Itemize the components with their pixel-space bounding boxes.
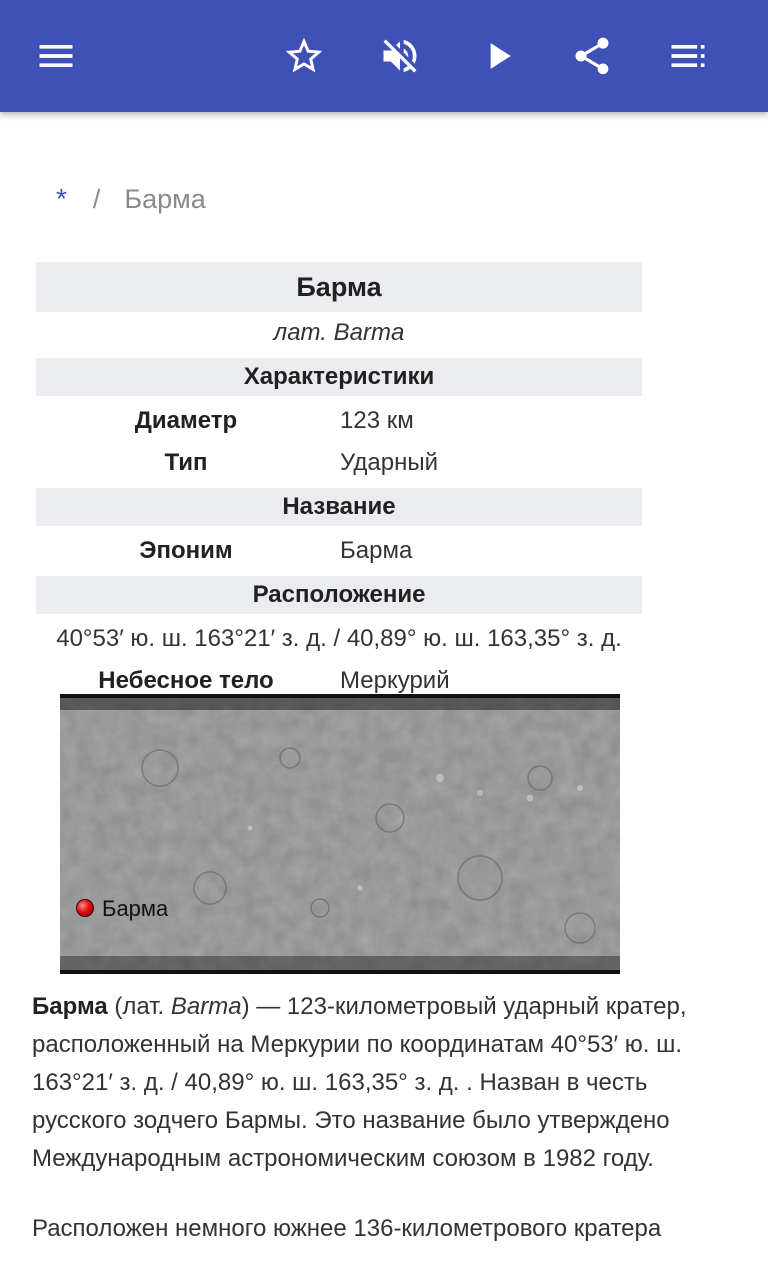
mute-button[interactable]	[372, 28, 428, 84]
breadcrumb-current: Барма	[124, 184, 206, 214]
share-button[interactable]	[564, 28, 620, 84]
article-body	[32, 988, 742, 1280]
list-icon	[666, 34, 710, 78]
crater-location-marker	[76, 899, 94, 917]
location-map[interactable]	[60, 694, 620, 974]
diameter-value: 123 км	[340, 407, 414, 434]
type-value[interactable]: Ударный	[340, 449, 438, 476]
infobox-section-name: Название	[36, 488, 642, 526]
infobox-row-eponym	[36, 530, 642, 572]
mercury-surface-map	[60, 698, 620, 970]
breadcrumb-separator: /	[92, 184, 101, 214]
eponym-label: Эпоним	[139, 537, 233, 564]
type-label: Тип	[164, 449, 208, 476]
latin-name: Barma	[170, 993, 242, 1020]
infobox-section-location: Расположение	[36, 576, 642, 614]
infobox-row-type	[36, 442, 642, 484]
article-paragraph: Расположен немного южнее 136-километрового кратера	[32, 1215, 662, 1242]
app-bar	[0, 0, 768, 112]
celestial-body-label: Небесное тело	[98, 667, 274, 694]
diameter-label: Диаметр	[134, 407, 238, 434]
infobox-title: Барма	[36, 262, 642, 312]
map-marker-label: Барма	[102, 896, 169, 921]
infobox-latin-name: лат. Barma	[273, 319, 405, 346]
menu-button[interactable]	[28, 28, 84, 84]
breadcrumb	[56, 183, 206, 215]
article-paragraph: Барма (лат. Barma) — 123-километровый ударный кратер, расположенный на Меркурии по координатам 40°53′ ю. ш. 163°21′ з. д. / 40,89° ю. ш. 163,35° з. д. . Назван в честь русского зодчего Бармы. Это название было утверждено Международным астрономическим союзом в 1982 году.	[32, 993, 687, 1172]
favorite-button[interactable]	[276, 28, 332, 84]
star-outline-icon	[282, 34, 326, 78]
infobox-row-diameter	[36, 400, 642, 442]
volume-off-icon	[378, 34, 422, 78]
eponym-value[interactable]: Барма	[340, 537, 413, 564]
share-icon	[570, 34, 614, 78]
coordinates-link[interactable]: 40°53′ ю. ш. 163°21′ з. д. / 40,89° ю. ш. 163,35° з. д.	[56, 625, 622, 652]
breadcrumb-root-link[interactable]: *	[56, 183, 67, 214]
infobox	[36, 262, 642, 702]
menu-icon	[34, 34, 78, 78]
celestial-body-value[interactable]: Меркурий	[340, 667, 450, 694]
infobox-section-characteristics: Характеристики	[36, 358, 642, 396]
table-of-contents-button[interactable]	[660, 28, 716, 84]
play-icon	[476, 34, 520, 78]
play-button[interactable]	[470, 28, 526, 84]
article-subject: Барма	[32, 993, 108, 1020]
